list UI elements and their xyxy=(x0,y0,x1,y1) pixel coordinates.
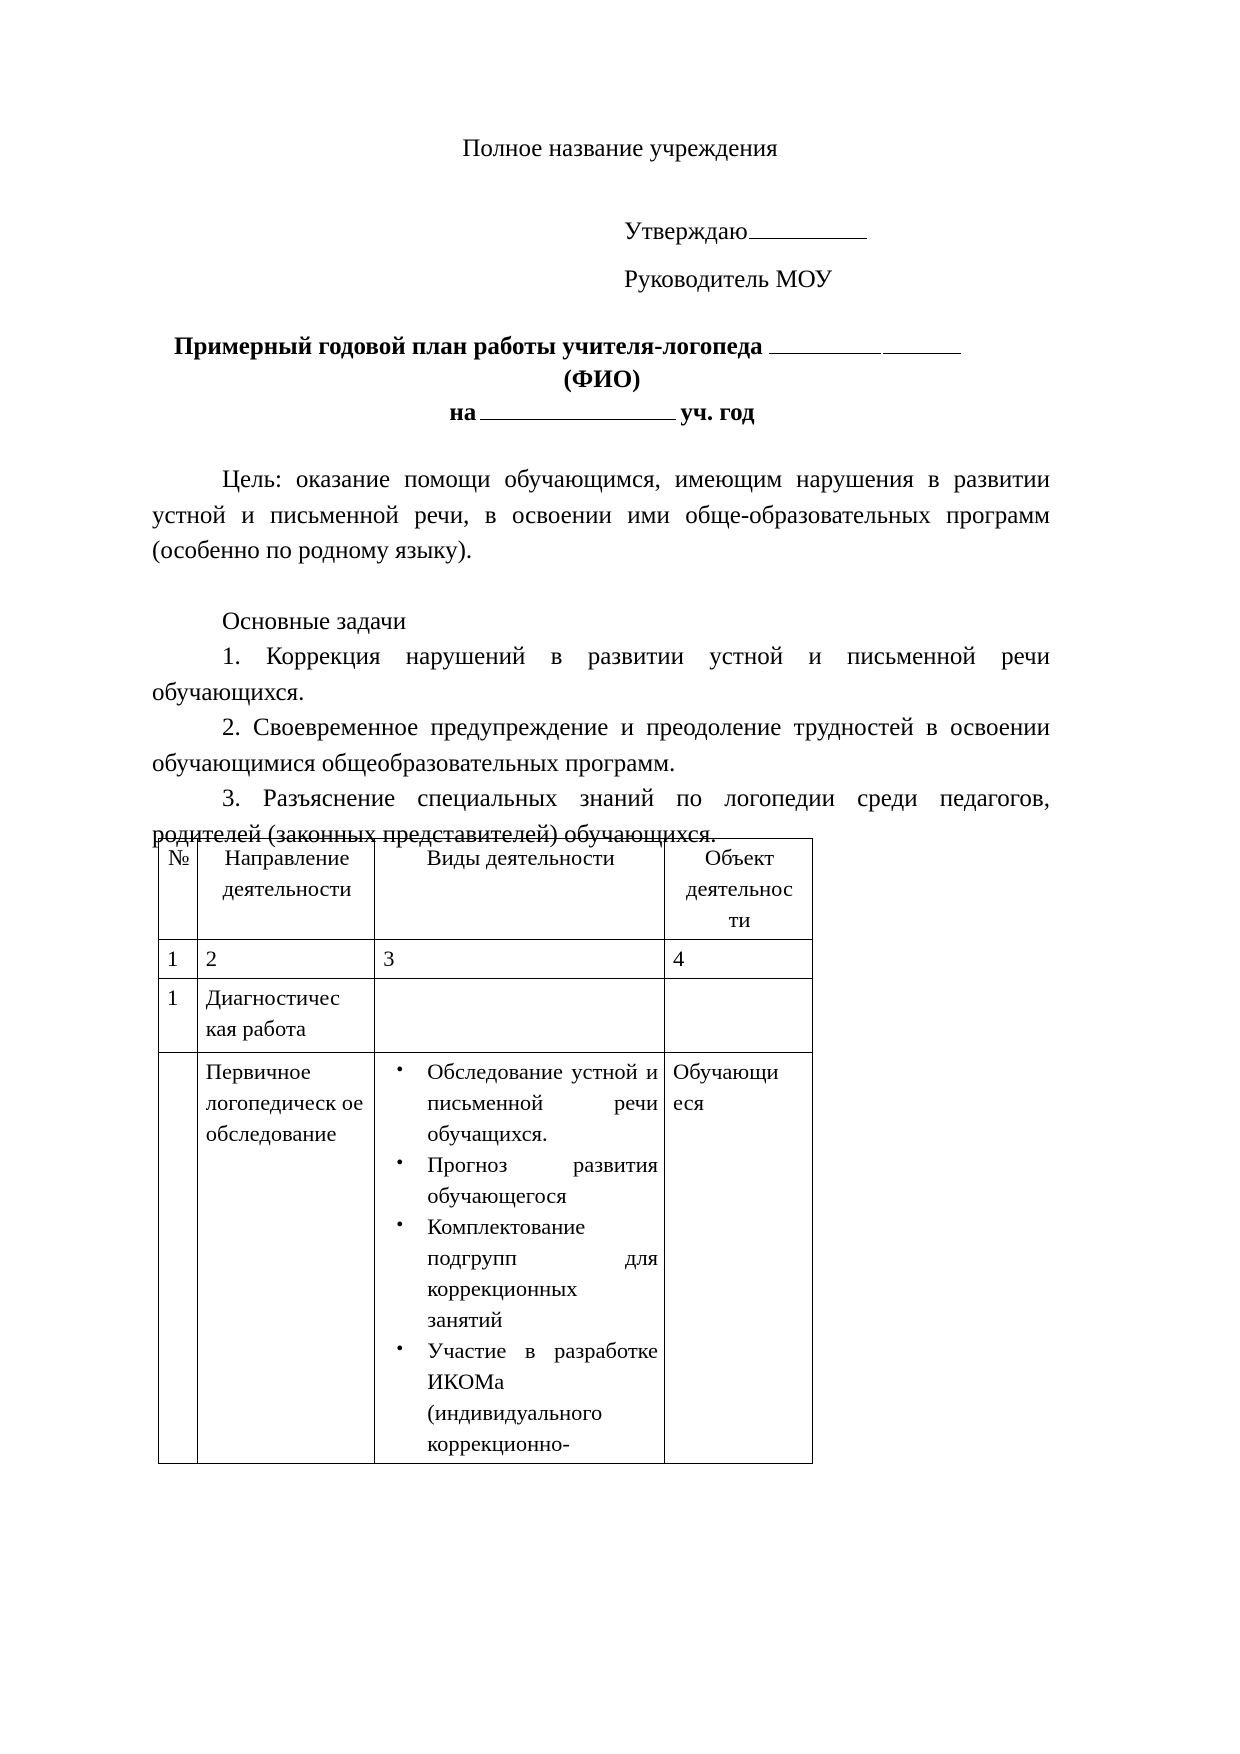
title-line-1 xyxy=(152,330,1052,363)
approval-row-head xyxy=(624,256,1044,304)
organization-name: Полное название учреждения xyxy=(462,135,778,162)
title-main-text: Примерный годовой план работы учителя-логопеда xyxy=(174,333,763,360)
title-line-3 xyxy=(152,396,1052,429)
row-number: 1 xyxy=(159,979,198,1053)
activity-bullet-list xyxy=(383,1056,658,1459)
column-number-4: 4 xyxy=(665,940,813,979)
approve-label: Утверждаю xyxy=(624,218,748,245)
row-object xyxy=(665,979,813,1053)
column-number-3: 3 xyxy=(375,940,665,979)
table-column-number-row xyxy=(159,940,813,979)
work-plan-table xyxy=(158,838,813,1464)
table-row xyxy=(159,1053,813,1464)
title-fio-rule-a xyxy=(769,352,881,354)
tasks-heading: Основные задачи xyxy=(222,607,407,635)
row-direction: Первичное логопедическ ое обследование xyxy=(197,1053,375,1464)
table-header-row xyxy=(159,839,813,940)
approve-signature-rule xyxy=(749,237,867,239)
row-object: Обучающи еся xyxy=(665,1053,813,1464)
head-label: Руководитель МОУ xyxy=(624,266,833,293)
document-body xyxy=(152,462,1050,852)
task-item-3: 3. Разъяснение специальных знаний по логопедии среди педагогов, родителей (законных представителей) обучающихся. xyxy=(152,785,1050,848)
title-year-suffix: уч. год xyxy=(680,399,755,426)
approval-block xyxy=(624,208,1044,304)
list-item: • Комплектование подгрупп для коррекционных занятий xyxy=(427,1211,658,1335)
table-header-num: № xyxy=(159,839,198,940)
title-year-prefix: на xyxy=(449,399,477,426)
title-fio-rule-b xyxy=(883,352,961,354)
table-header-direction: Направление деятельности xyxy=(197,839,375,940)
table-header-kinds: Виды деятельности xyxy=(375,839,665,940)
table-row xyxy=(159,979,813,1053)
column-number-2: 2 xyxy=(197,940,375,979)
column-number-1: 1 xyxy=(159,940,198,979)
list-item: • Обследование устной и письменной речи обучащихся. xyxy=(427,1056,658,1149)
row-kinds xyxy=(375,1053,665,1464)
table-header-object: Объект деятельнос ти xyxy=(665,839,813,940)
approval-row-approve xyxy=(624,208,1044,256)
list-item: • Прогноз развития обучающегося xyxy=(427,1149,658,1211)
row-direction: Диагностичес кая работа xyxy=(197,979,375,1053)
row-number xyxy=(159,1053,198,1464)
title-year-rule xyxy=(480,418,676,420)
task-item-1: 1. Коррекция нарушений в развитии устной и письменной речи обучающихся. xyxy=(152,643,1050,706)
document-title xyxy=(152,330,1052,429)
title-fio-label: (ФИО) xyxy=(563,366,641,393)
row-kinds xyxy=(375,979,665,1053)
goal-paragraph: Цель: оказание помощи обучающимся, имеющим нарушения в развитии устной и письменной речи, в освоении ими обще-образовательных программ (особенно по родному языку). xyxy=(152,466,1050,564)
body-spacer xyxy=(152,569,1050,604)
list-item: • Участие в разработке ИКОМа (индивидуального коррекционно- xyxy=(427,1335,658,1459)
task-item-2: 2. Своевременное предупреждение и преодоление трудностей в освоении обучающимися общеобразовательных программ. xyxy=(152,714,1050,777)
